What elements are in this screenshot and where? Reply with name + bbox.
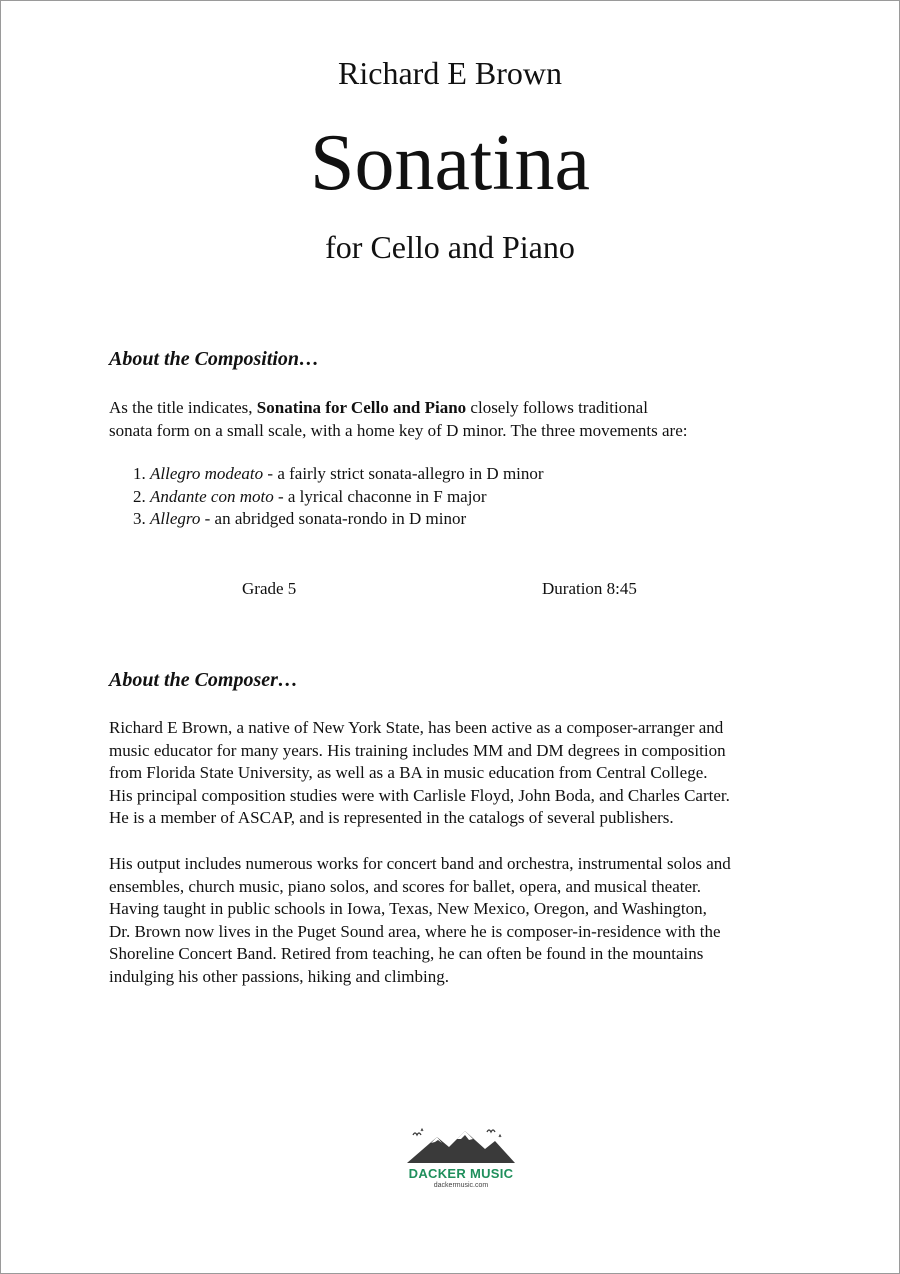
bio-line: indulging his other passions, hiking and climbing.	[109, 966, 449, 986]
intro-line-1	[109, 397, 839, 420]
bio-line: music educator for many years. His training includes MM and DM degrees in composition	[109, 740, 726, 760]
movement-tempo: Andante con moto	[150, 486, 274, 506]
intro-prefix: As the title indicates,	[109, 398, 257, 417]
duration-label: Duration 8:45	[542, 579, 637, 598]
piece-subtitle: for Cello and Piano	[325, 229, 575, 265]
movement-number: 3.	[133, 509, 150, 528]
movement-description: - a lyrical chaconne in F major	[273, 486, 487, 506]
bio-line: His output includes numerous works for concert band and orchestra, instrumental solos and	[109, 854, 731, 873]
movement-item	[133, 486, 544, 509]
publisher-url: dackermusic.com	[433, 1182, 489, 1189]
movement-description: - a fairly strict sonata-allegro in D minor	[263, 464, 544, 483]
bio-line: Richard E Brown, a native of New York State, has been active as a composer-arranger and	[109, 718, 724, 737]
about-composition-heading: About the Composition…	[109, 348, 320, 370]
grade-label: Grade 5	[242, 579, 297, 598]
bio-line: Having taught in public schools in Iowa, Texas, New Mexico, Oregon, and Washington,	[109, 899, 707, 918]
bio-line: ensembles, church music, piano solos, and scores for ballet, opera, and musical theater.	[109, 876, 701, 896]
bio-line: from Florida State University, as well as a BA in music education from Central College.	[109, 763, 708, 782]
movement-description: - an abridged sonata-rondo in D minor	[200, 509, 467, 528]
movement-tempo: Allegro modeato	[150, 464, 264, 483]
intro-line-2: sonata form on a small scale, with a home key of D minor. The three movements are:	[109, 420, 688, 440]
composer-name: Richard E Brown	[338, 55, 562, 91]
movement-number: 2.	[133, 486, 150, 506]
mountain-icon	[403, 1127, 519, 1165]
composition-intro	[109, 397, 839, 442]
composer-bio-paragraph-1	[109, 717, 839, 830]
movements-list	[133, 463, 544, 531]
piece-title: Sonatina	[310, 119, 590, 207]
movement-item	[133, 463, 544, 486]
movement-tempo: Allegro	[150, 509, 201, 528]
intro-rest: closely follows traditional	[466, 398, 648, 417]
movement-item	[133, 508, 544, 531]
bio-line: He is a member of ASCAP, and is represented in the catalogs of several publishers.	[109, 808, 674, 827]
composer-bio-paragraph-2	[109, 853, 839, 988]
about-composer-heading: About the Composer…	[109, 669, 298, 691]
movement-number: 1.	[133, 464, 150, 483]
publisher-logo	[399, 1127, 523, 1190]
publisher-name: DACKER MUSIC	[408, 1166, 514, 1181]
bio-line: Dr. Brown now lives in the Puget Sound area, where he is composer-in-residence with the	[109, 921, 721, 941]
intro-bold-title: Sonatina for Cello and Piano	[256, 398, 467, 417]
bio-line: Shoreline Concert Band. Retired from teaching, he can often be found in the mountains	[109, 944, 704, 963]
bio-line: His principal composition studies were with Carlisle Floyd, John Boda, and Charles Carter.	[109, 785, 730, 805]
